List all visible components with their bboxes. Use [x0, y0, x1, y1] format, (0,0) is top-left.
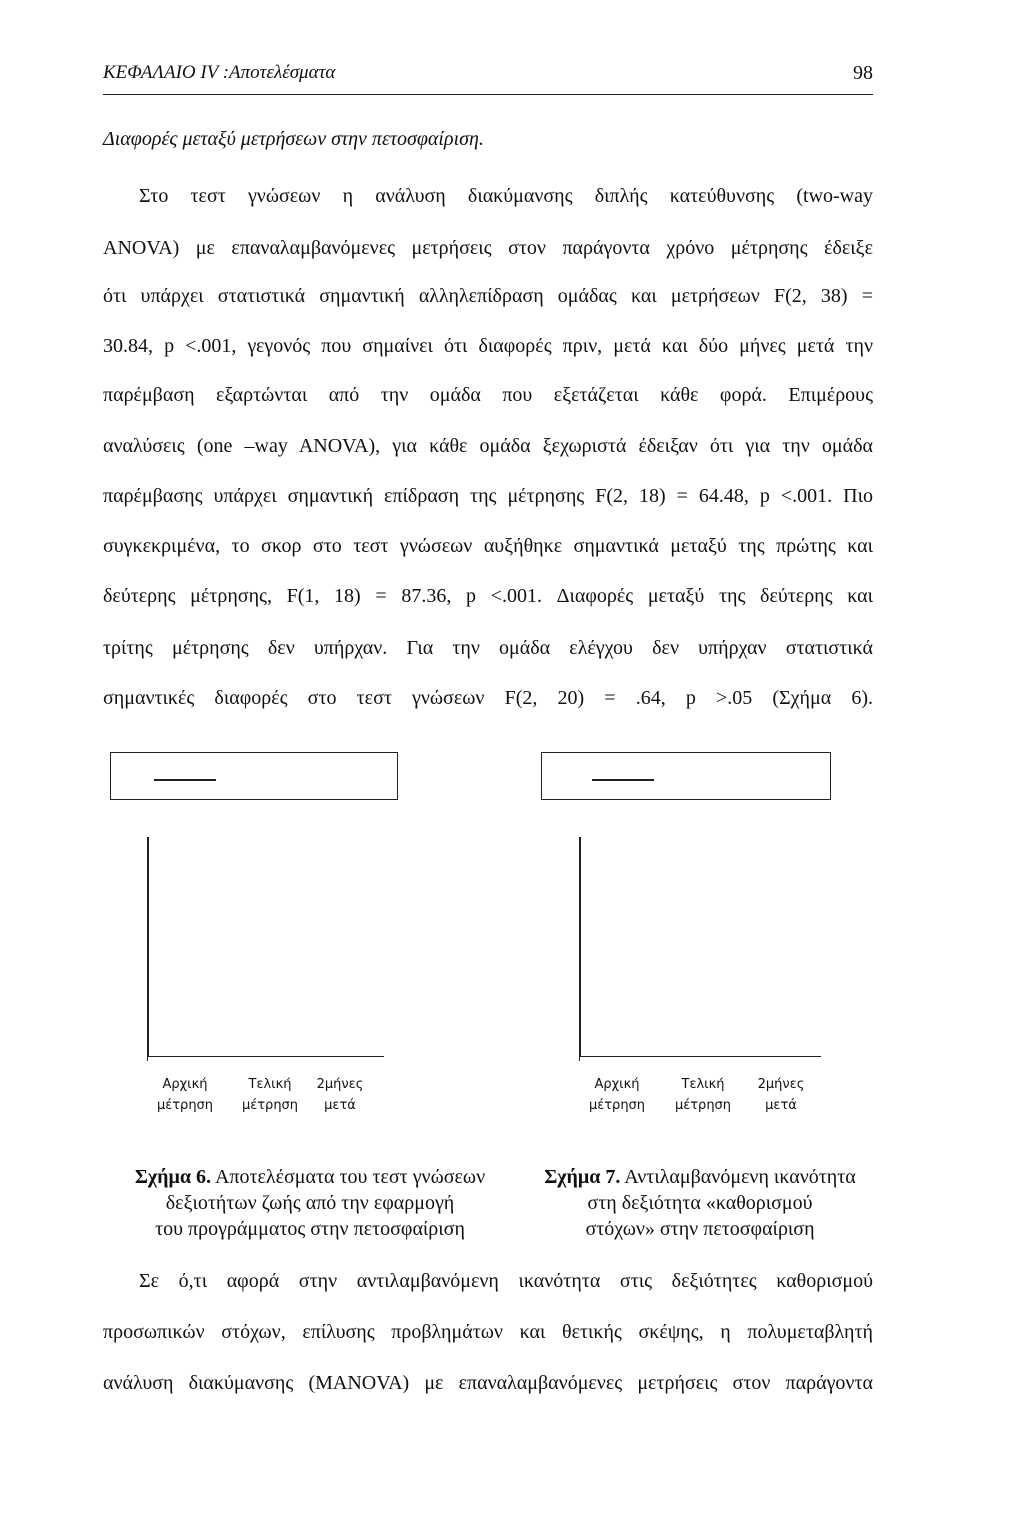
x-tick-label: Αρχική μέτρηση: [156, 1077, 214, 1113]
caption-label: Σχήμα 6.: [134, 1166, 212, 1188]
page-number: 98: [853, 62, 873, 84]
text-line: συγκεκριμένα, το σκορ στο τεστ γνώσεων αυξήθηκε σημαντικά μεταξύ της πρώτης και: [103, 535, 873, 557]
text-line: αναλύσεις (one –way ANOVA), για κάθε ομάδα ξεχωριστά έδειξαν ότι για την ομάδα: [103, 435, 873, 457]
legend-line: [154, 779, 216, 781]
text-line: παρέμβαση εξαρτώνται από την ομάδα που εξετάζεται κάθε φορά. Επιμέρους: [103, 384, 873, 406]
text-line: προσωπικών στόχων, επίλυσης προβλημάτων και θετικής σκέψης, η πολυμεταβλητή: [103, 1321, 873, 1343]
text-line: ανάλυση διακύμανσης (MANOVA) με επαναλαμβανόμενες μετρήσεις στον παράγοντα: [103, 1372, 873, 1394]
y-axis: [147, 837, 149, 1057]
text-line: ότι υπάρχει στατιστικά σημαντική αλληλεπίδραση ομάδας και μετρήσεων F(2, 38) =: [103, 285, 873, 307]
caption-text: του προγράμματος στην πετοσφαίριση: [155, 1218, 465, 1240]
text-line: Στο τεστ γνώσεων η ανάλυση διακύμανσης διπλής κατεύθυνσης (two-way: [139, 185, 873, 207]
figure-6-caption: [120, 1164, 500, 1242]
text-line: ANOVA) με επαναλαμβανόμενες μετρήσεις στον παράγοντα χρόνο μέτρησης έδειξε: [103, 237, 873, 259]
caption-label: Σχήμα 7.: [544, 1166, 621, 1188]
x-tick-label: 2μήνες μετά: [757, 1077, 805, 1113]
caption-text: στόχων» στην πετοσφαίριση: [585, 1218, 815, 1240]
running-header: [103, 62, 873, 95]
x-tick-label: Τελική μέτρηση: [241, 1077, 299, 1113]
axis-tick: [579, 1056, 580, 1061]
text-line: δεύτερης μέτρησης, F(1, 18) = 87.36, p <.001. Διαφορές μεταξύ της δεύτερης και: [103, 585, 873, 607]
legend-line: [592, 779, 654, 781]
text-line: 30.84, p <.001, γεγονός που σημαίνει ότι διαφορές πριν, μετά και δύο μήνες μετά την: [103, 335, 873, 357]
axis-tick: [147, 1056, 148, 1061]
caption-text: στη δεξιότητα «καθορισμού: [587, 1192, 813, 1214]
text-line: Σε ό,τι αφορά στην αντιλαμβανόμενη ικανότητα στις δεξιότητες καθορισμού: [139, 1270, 873, 1292]
chapter-title: ΚΕΦΑΛΑΙΟ IV :Αποτελέσματα: [103, 62, 336, 83]
x-tick-label: Τελική μέτρηση: [674, 1077, 732, 1113]
caption-text: δεξιοτήτων ζωής από την εφαρμογή: [165, 1192, 455, 1214]
y-axis: [579, 837, 581, 1057]
legend-box: [541, 752, 831, 800]
caption-text: Αποτελέσματα του τεστ γνώσεων: [214, 1166, 486, 1188]
caption-text: Αντιλαμβανόμενη ικανότητα: [624, 1166, 856, 1188]
x-tick-label: Αρχική μέτρηση: [588, 1077, 646, 1113]
legend-box: [110, 752, 398, 800]
figure-7-caption: [515, 1164, 885, 1242]
x-tick-label: 2μήνες μετά: [316, 1077, 364, 1113]
text-line: παρέμβασης υπάρχει σημαντική επίδραση της μέτρησης F(2, 18) = 64.48, p <.001. Πιο: [103, 485, 873, 507]
text-line: σημαντικές διαφορές στο τεστ γνώσεων F(2, 20) = .64, p >.05 (Σχήμα 6).: [103, 687, 873, 709]
x-axis: [147, 1056, 384, 1057]
text-line: τρίτης μέτρησης δεν υπήρχαν. Για την ομάδα ελέγχου δεν υπήρχαν στατιστικά: [103, 637, 873, 659]
x-axis: [579, 1056, 821, 1057]
section-title: Διαφορές μεταξύ μετρήσεων στην πετοσφαίριση.: [103, 128, 484, 150]
